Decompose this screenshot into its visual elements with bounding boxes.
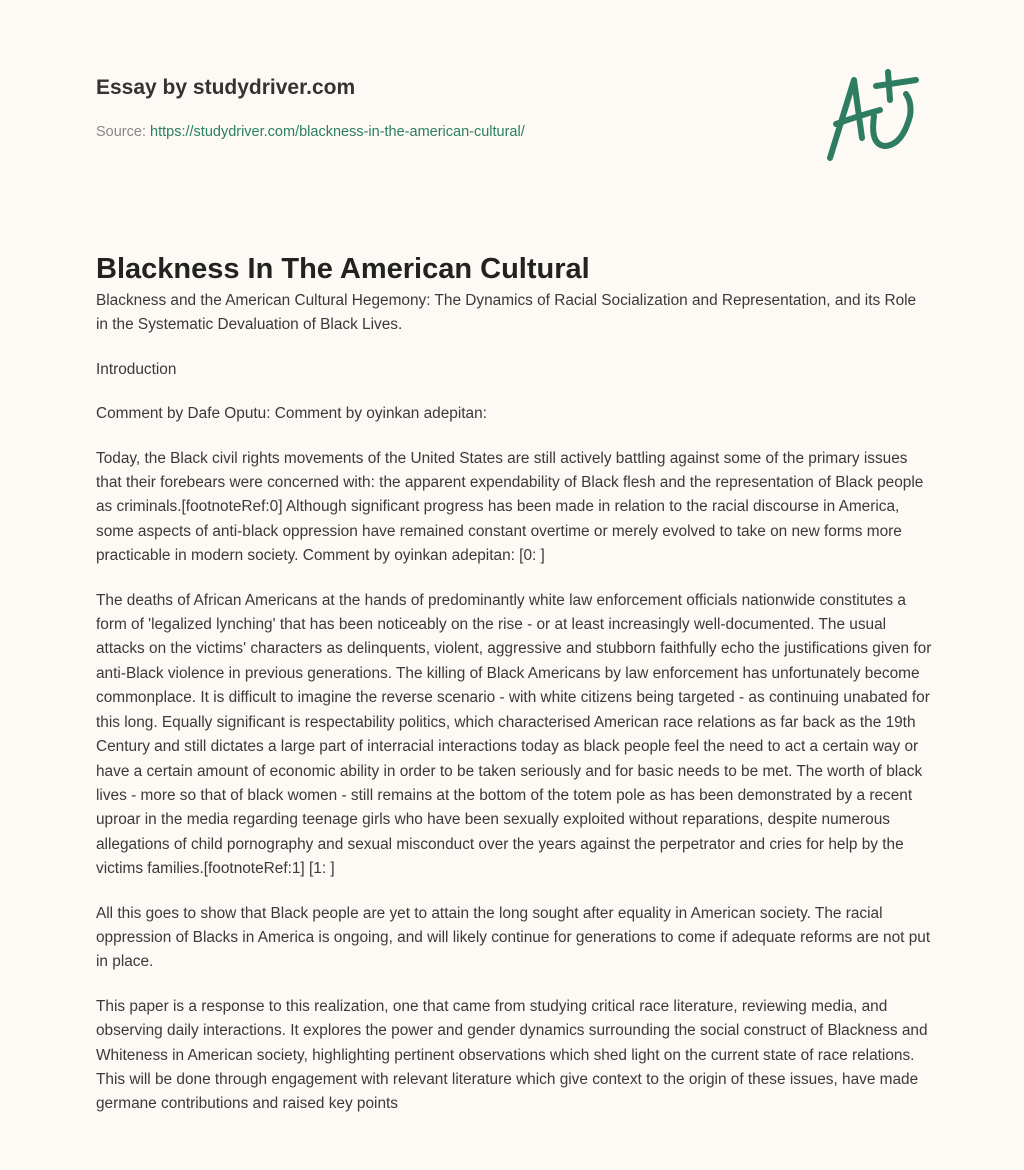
a-plus-logo-icon — [818, 66, 928, 166]
page-title: Blackness In The American Cultural — [96, 253, 590, 285]
brand-title: Essay by studydriver.com — [96, 76, 356, 99]
body-paragraph: The deaths of African Americans at the hands of predominantly white law enforcement officials nationwide constitutes a form of 'legalized lynching' that has been noticeably on the rise - or at least increasingly well-documented. The usual attacks on the victims' characters as delinquents, violent, aggressive and stubborn faithfully echo the justifications given for anti-Black violence in previous generations. The killing of Black Americans by law enforcement has unfortunately become commonplace. It is difficult to imagine the reverse scenario - with white citizens being targeted - as continuing unabated for this long. Equally significant is respectability politics, which characterised American race relations as far back as the 19th Century and still dictates a large part of interracial interactions today as black people feel the need to act a certain way or have a certain amount of economic ability in order to be taken seriously and for basic needs to be met. The worth of black lives - more so that of black women - still remains at the bottom of the totem pole as has been demonstrated by a recent uproar in the media regarding teenage girls who have been sexually exploited without reparations, despite numerous allegations of child pornography and sexual misconduct over the years against the perpetrator and cries for help by the victims families.[footnoteRef:1] [1: ] — [96, 591, 932, 878]
essay-header — [0, 0, 1024, 230]
body-paragraph: Today, the Black civil rights movements of the United States are still actively battling against some of the primary issues that their forebears were concerned with: the apparent expendability of Black flesh and the representation of Black people as criminals.[footnoteRef:0] Although significant progress has been made in relation to the racial discourse in America, some aspects of anti-black oppression have remained constant overtime or merely evolved to take on new forms more practicable in modern society. Comment by oyinkan adepitan: [0: ] — [96, 449, 924, 565]
subtitle-paragraph: Blackness and the American Cultural Hegemony: The Dynamics of Racial Socialization and Representation, and its Role in the Systematic Devaluation of Black Lives. — [96, 292, 917, 334]
section-heading-introduction: Introduction — [96, 360, 177, 378]
essay-body — [96, 289, 932, 1137]
comment-paragraph: Comment by Dafe Oputu: Comment by oyinkan adepitan: — [96, 405, 487, 423]
source-label: Source: — [96, 124, 146, 140]
source-line — [96, 124, 525, 140]
source-link[interactable]: https://studydriver.com/blackness-in-the-american-cultural/ — [150, 124, 525, 140]
body-paragraph: All this goes to show that Black people are yet to attain the long sought after equality in American society. The racial oppression of Blacks in America is ongoing, and will likely continue for generations to come if adequate reforms are not put in place. — [96, 904, 931, 971]
body-paragraph: This paper is a response to this realization, one that came from studying critical race literature, reviewing media, and observing daily interactions. It explores the power and gender dynamics surrounding the social construct of Blackness and Whiteness in American society, highlighting pertinent observations which shed light on the current state of race relations. This will be done through engagement with relevant literature which give context to the origin of these issues, have made germane contributions and raised key points — [96, 997, 928, 1113]
